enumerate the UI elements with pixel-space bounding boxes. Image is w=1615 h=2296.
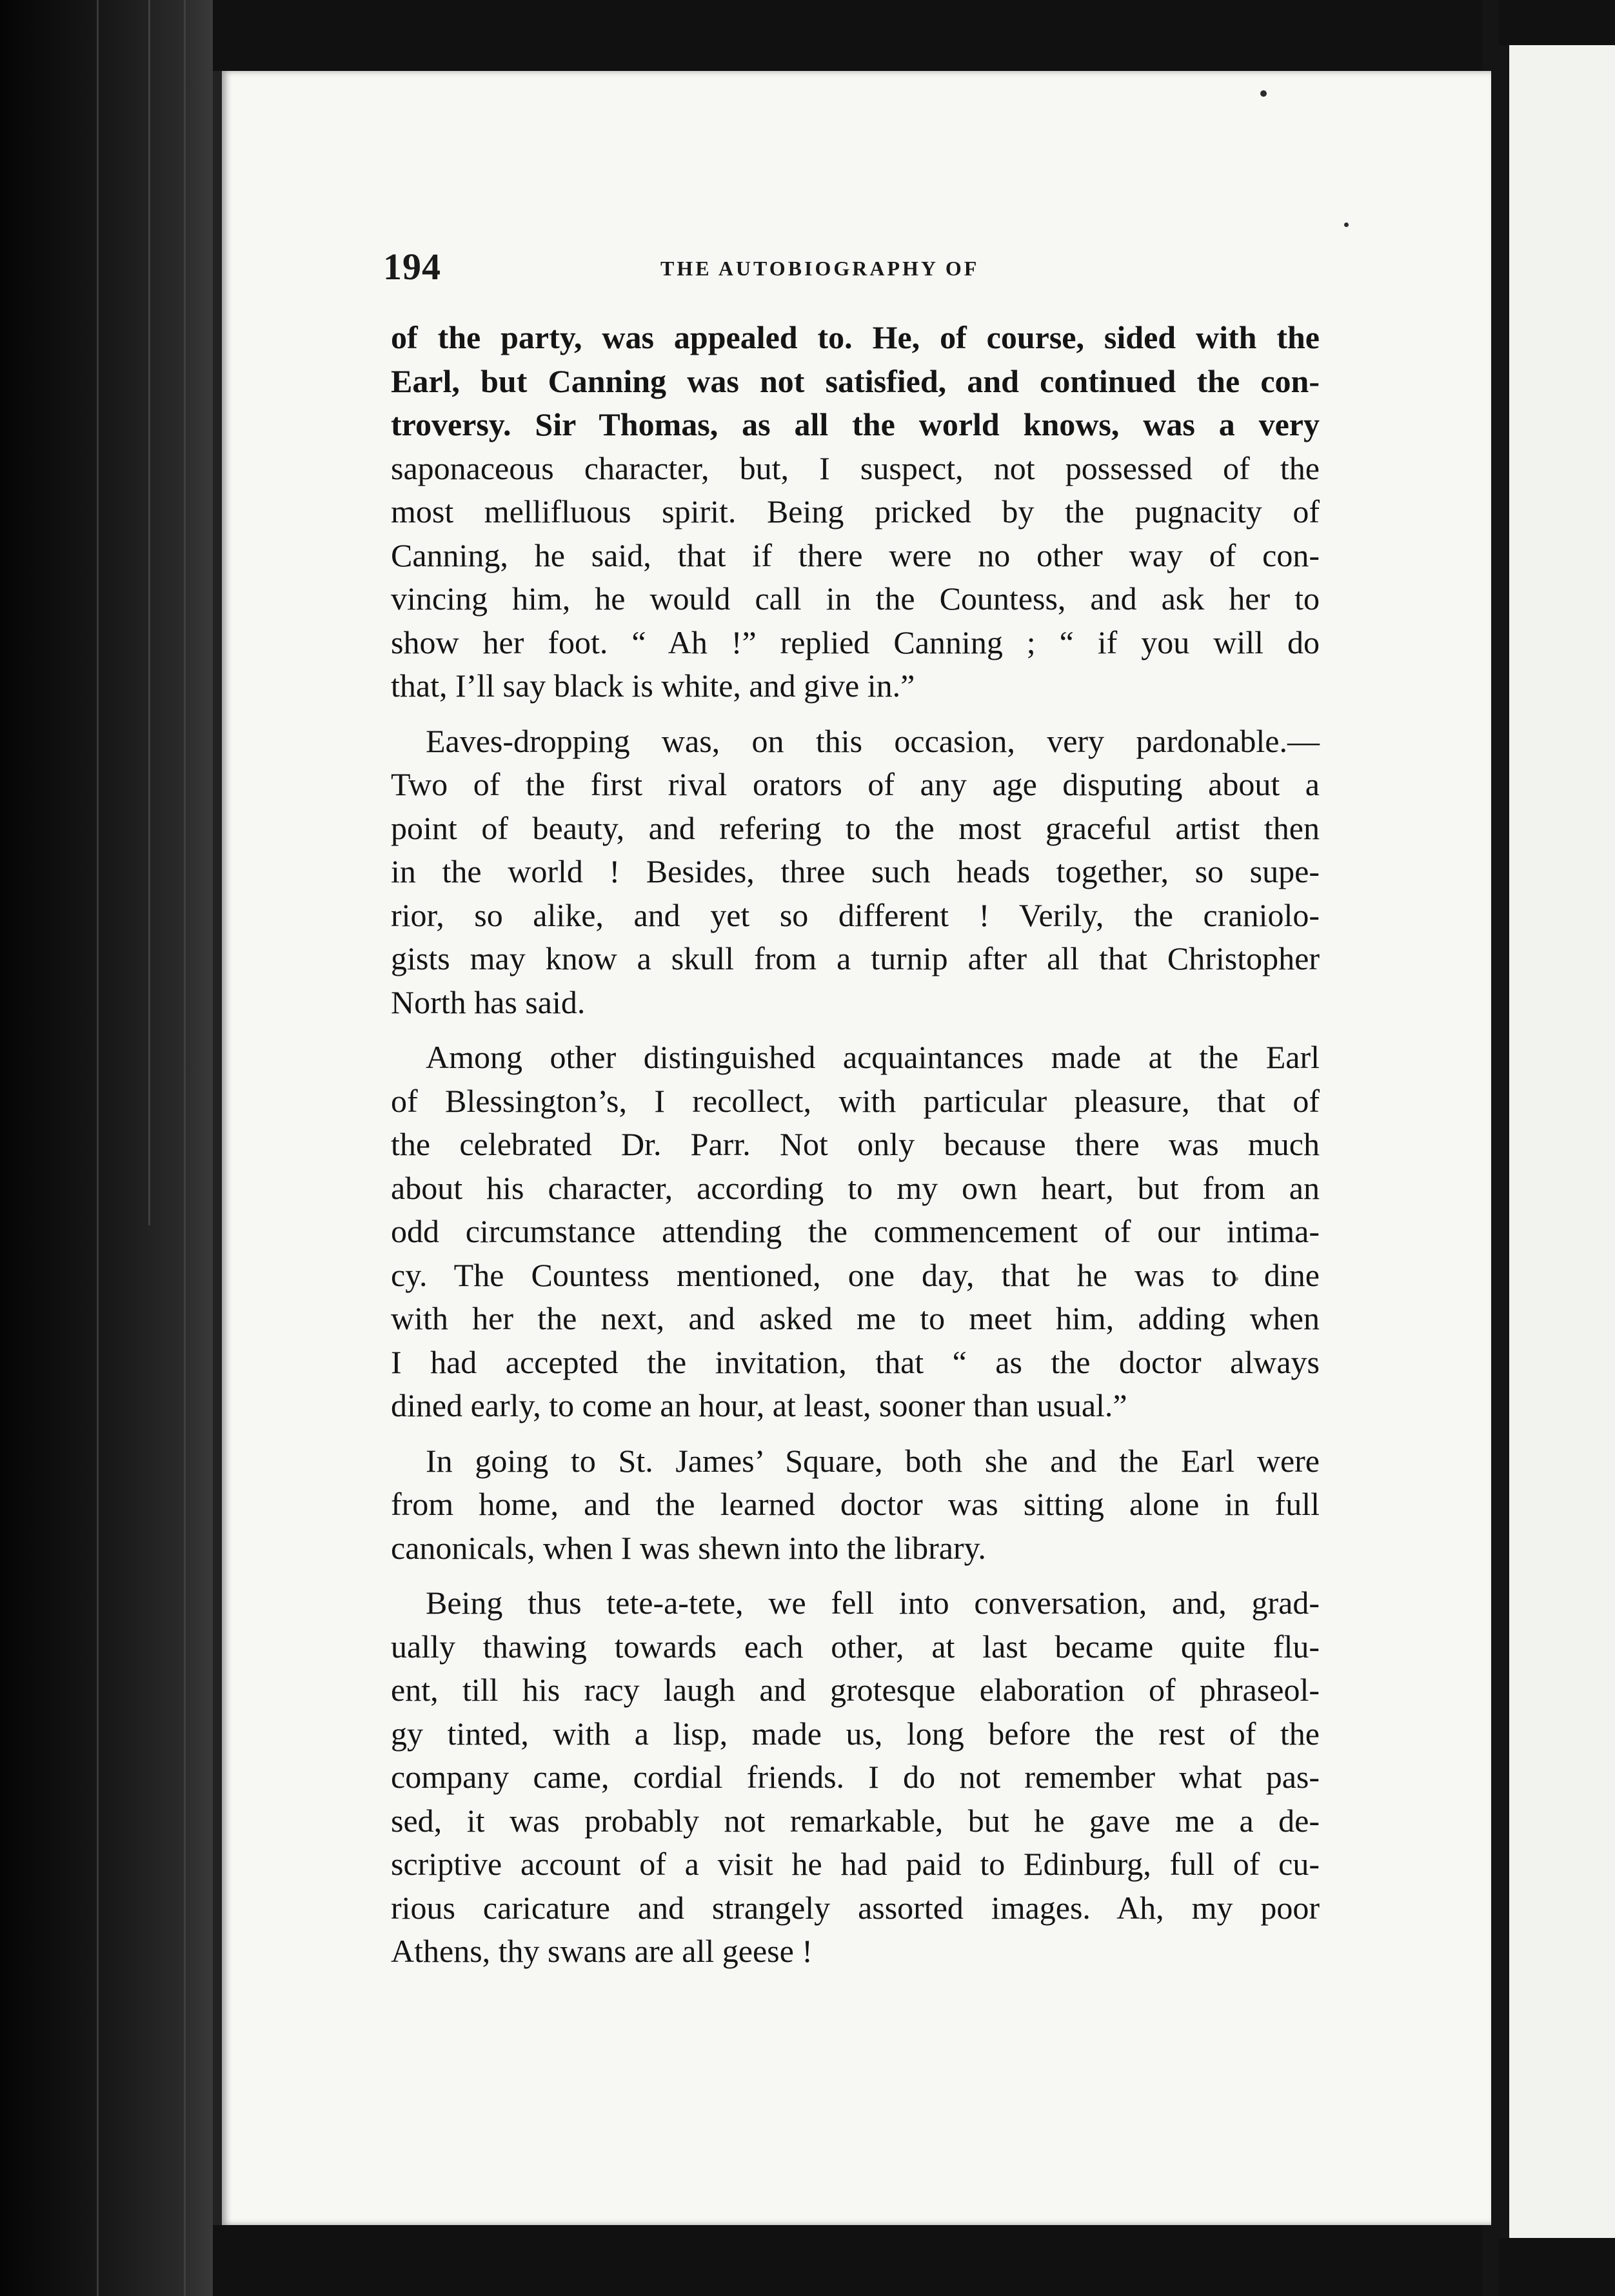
paper-speck — [1344, 223, 1349, 227]
text-line: North has said. — [391, 984, 586, 1020]
text-line: the celebrated Dr. Parr. Not only because there was much — [391, 1126, 1320, 1162]
text-line: of Blessington’s, I recollect, with particular pleasure, that of — [391, 1082, 1320, 1119]
text-line: Among other distinguished acquaintances made at the Earl — [426, 1039, 1320, 1075]
book-page — [213, 71, 1491, 2225]
text-line: troversy. Sir Thomas, as all the world knows, was a very — [391, 406, 1320, 442]
text-line: Athens, thy swans are all geese ! — [391, 1933, 813, 1969]
paper-speck — [1260, 90, 1267, 97]
text-line: company came, cordial friends. I do not remember what pas- — [391, 1759, 1320, 1795]
text-line: sed, it was probably not remarkable, but he gave me a de- — [391, 1802, 1320, 1839]
text-line: ent, till his racy laugh and grotesque elaboration of phraseol- — [391, 1672, 1320, 1708]
running-title: THE AUTOBIOGRAPHY OF — [660, 257, 980, 280]
text-line: that, I’ll say black is white, and give in.” — [391, 668, 915, 704]
text-line: of the party, was appealed to. He, of course, sided with the — [391, 319, 1320, 355]
text-line: cy. The Countess mentioned, one day, that he was to dine — [391, 1256, 1320, 1293]
text-line: ually thawing towards each other, at last became quite flu- — [391, 1628, 1320, 1665]
text-line: rious caricature and strangely assorted images. Ah, my poor — [391, 1889, 1320, 1926]
text-line: Earl, but Canning was not satisfied, and continued the con- — [391, 362, 1320, 399]
left-binding-shadow — [0, 0, 213, 2296]
running-head — [383, 245, 1305, 303]
text-line: canonicals, when I was shewn into the library. — [391, 1529, 986, 1566]
text-line: in the world ! Besides, three such heads together, so supe- — [391, 853, 1320, 889]
text-line: with her the next, and asked me to meet him, adding when — [391, 1300, 1320, 1336]
paragraph — [391, 720, 1320, 1025]
text-line: point of beauty, and refering to the most graceful artist then — [391, 809, 1320, 846]
text-line: saponaceous character, but, I suspect, not possessed of the — [391, 450, 1320, 486]
text-line: rior, so alike, and yet so different ! Verily, the craniolo- — [391, 896, 1320, 933]
text-line: Two of the first rival orators of any age disputing about a — [391, 766, 1320, 802]
scan-streak — [97, 0, 99, 2296]
paragraph — [391, 1036, 1320, 1428]
text-line: vincing him, he would call in the Countess, and ask her to — [391, 580, 1320, 617]
paragraph — [391, 316, 1320, 708]
paragraph — [391, 1440, 1320, 1570]
paragraph — [391, 1581, 1320, 1974]
text-line: In going to St. James’ Square, both she and the Earl were — [426, 1442, 1320, 1479]
text-line: scriptive account of a visit he had paid to Edinburg, full of cu- — [391, 1846, 1320, 1882]
scan-streak — [184, 0, 186, 2296]
text-line: gy tinted, with a lisp, made us, long before the rest of the — [391, 1715, 1320, 1752]
text-line: odd circumstance attending the commencement of our intima- — [391, 1213, 1320, 1249]
page-number: 194 — [383, 246, 441, 288]
facing-page-edge — [1499, 45, 1615, 2238]
text-line: I had accepted the invitation, that “ as the doctor always — [391, 1343, 1320, 1380]
text-line: gists may know a skull from a turnip after all that Christopher — [391, 940, 1320, 976]
text-line: Being thus tete-a-tete, we fell into conversation, and, grad- — [426, 1585, 1320, 1621]
scan-streak — [148, 0, 150, 1225]
text-line: Canning, he said, that if there were no other way of con- — [391, 537, 1320, 573]
text-line: from home, and the learned doctor was sitting alone in full — [391, 1486, 1320, 1522]
text-line: dined early, to come an hour, at least, sooner than usual.” — [391, 1387, 1127, 1423]
text-line: about his character, according to my own heart, but from an — [391, 1169, 1320, 1206]
body-text — [391, 316, 1320, 1985]
text-line: show her foot. “ Ah !” replied Canning ; “ if you will do — [391, 624, 1320, 660]
text-line: most mellifluous spirit. Being pricked by the pugnacity of — [391, 493, 1320, 529]
text-line: Eaves-dropping was, on this occasion, very pardonable.— — [426, 722, 1320, 759]
